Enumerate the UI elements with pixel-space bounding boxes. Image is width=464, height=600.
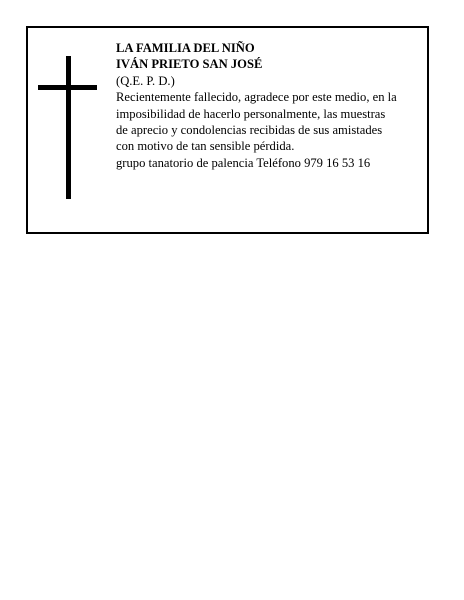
cross-vertical-bar [66, 56, 71, 199]
body-line: de aprecio y condolencias recibidas de sus amistades [116, 123, 383, 138]
notice-body [116, 89, 424, 171]
qepd-label: (Q.E. P. D.) [116, 73, 175, 88]
obituary-notice [26, 26, 429, 234]
contact-line: grupo tanatorio de palencia Teléfono 979 16 53 16 [116, 155, 371, 170]
family-heading: LA FAMILIA DEL NIÑO [116, 41, 255, 55]
body-line: Recientemente fallecido, agradece por este medio, en la [116, 90, 397, 105]
body-line: imposibilidad de hacerlo personalmente, las muestras [116, 106, 386, 121]
notice-text [116, 40, 424, 171]
deceased-name: IVÁN PRIETO SAN JOSÉ [116, 57, 263, 72]
cross-horizontal-bar [38, 85, 97, 90]
cross-icon [28, 28, 118, 232]
body-line: con motivo de tan sensible pérdida. [116, 139, 295, 154]
